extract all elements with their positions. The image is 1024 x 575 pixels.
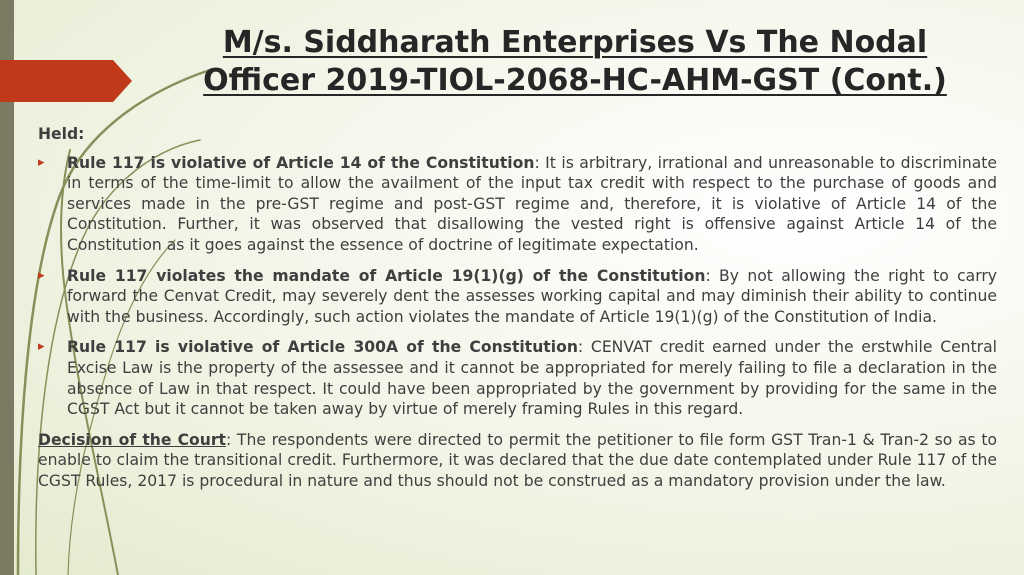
slide-body	[38, 124, 997, 492]
held-list	[38, 153, 997, 420]
held-item	[38, 266, 997, 328]
title-line-1: M/s. Siddharath Enterprises Vs The Nodal	[222, 25, 928, 60]
decision-text: : The respondents were directed to permit the petitioner to file form GST Tran-1 & Tran-2 so as to enable to claim the transitional credit. Furthermore, it was declared that the due date contemplated under Rule 117 of the CGST Rules, 2017 is procedural in nature and thus should not be construed as a mandatory provision under the law.	[38, 430, 997, 490]
decision-label: Decision of the Court	[38, 430, 226, 449]
bullet-arrow-icon: ▸	[38, 267, 45, 283]
bullet-arrow-icon: ▸	[38, 154, 45, 170]
title-arrow-marker	[0, 60, 132, 102]
held-item-lead: Rule 117 is violative of Article 300A of the Constitution	[67, 338, 578, 357]
held-heading: Held:	[38, 125, 85, 143]
held-item-text: : It is arbitrary, irrational and unreasonable to discriminate in terms of the time-limit to allow the availment of the input tax credit with respect to the purchase of goods and services made in the pre-GST regime and post-GST regime and, therefore, it is violative of Article 14 of the Constitution. Further, it was observed that disallowing the vested right is offensive against Article 14 of the Constitution as it goes against the essence of doctrine of legitimate expectation.	[67, 153, 997, 254]
held-item-text: : By not allowing the right to carry forward the Cenvat Credit, may severely dent the assesses working capital and may diminish their ability to continue with the business. Accordingly, such action violates the mandate of Article 19(1)(g) of the Constitution of India.	[67, 266, 997, 326]
bullet-arrow-icon: ▸	[38, 339, 45, 355]
held-item-lead: Rule 117 is violative of Article 14 of the Constitution	[67, 153, 535, 172]
slide-title	[170, 24, 980, 100]
held-item-text: : CENVAT credit earned under the erstwhile Central Excise Law is the property of the assessee and it cannot be appropriated for merely failing to file a declaration in the absence of Law in that respect. It could have been appropriated by the government by providing for the same in the CGST Act but it cannot be taken away by virtue of merely framing Rules in this regard.	[67, 338, 997, 419]
court-decision	[38, 430, 997, 492]
held-item	[38, 153, 997, 256]
held-item-lead: Rule 117 violates the mandate of Article 19(1)(g) of the Constitution	[67, 266, 706, 285]
title-line-2: Officer 2019-TIOL-2068-HC-AHM-GST (Cont.)	[203, 63, 947, 98]
held-item	[38, 337, 997, 419]
